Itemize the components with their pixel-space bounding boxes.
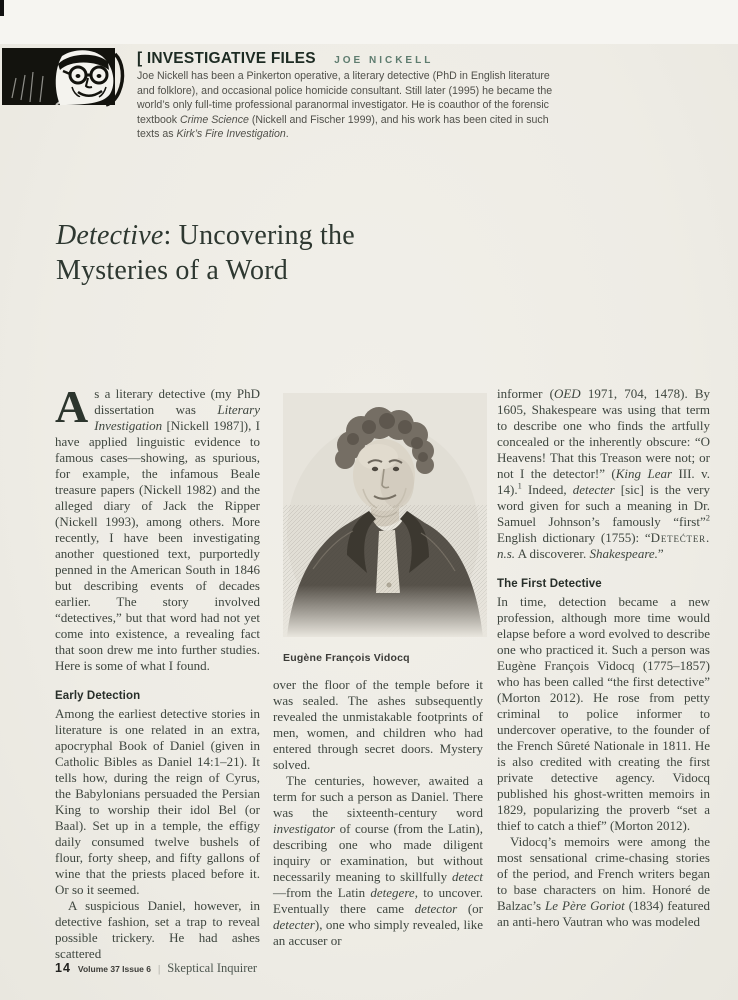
body-paragraph: A suspicious Daniel, however, in detective fashion, set a trap to reveal possible trickery. He had ashes scattered [55,898,260,961]
page-footer [55,961,257,976]
portrait-caption: Eugène François Vidocq [283,652,410,664]
body-paragraph: over the floor of the temple before it was sealed. The ashes subsequently revealed the unmistakable footprints of men, women, and children who had entered through secret doors. Mystery solved. [273,677,483,772]
scan-corner-mark [0,0,4,16]
joe-nickell-woodcut-icon [2,48,128,108]
footer-separator: | [157,963,161,975]
column-1 [55,381,260,962]
page-number: 14 [55,961,71,975]
column-2 [273,677,483,949]
magazine-name: Skeptical Inquirer [167,961,258,975]
section-heading-early-detection: Early Detection [55,690,141,702]
scan-top-edge [0,0,738,44]
body-paragraph: The centuries, however, awaited a term for such a person as Daniel. There was the sixteenth-century word investigator of course (from the Latin), describing one who made diligent inquiry or examination, but without necessarily meaning to skillfully detect—from the Latin detegere, to uncover. Eventually there came detector (or detecter), one who simply revealed, like an accuser or [273,773,483,948]
body-paragraph: In time, detection became a new profession, although more time would elapse before a word evolved to describe one who practiced it. Such a person was Eugène François Vidocq (1775–1857) who has been called “the first detective” (Morton 2012). He rose from petty criminal to police informer to undercover operative, to the founder of the French Sûreté Nationale in 1811. He is also credited with creating the first private detective agency. Vidocq published his ghost-written memoirs in 1829, popularizing the proverb “set a thief to catch a thief” (Morton 2012). [497,594,710,833]
dropcap: A [55,381,89,432]
column-kicker [137,50,433,68]
title-line-1: Detective: Uncovering the [56,220,355,251]
body-paragraph: Among the earliest detective stories in literature is one related in an extra, apocryphal Book of Daniel (given in Catholic Bibles as Daniel 14:1–21). It tells how, during the reign of Cyrus, the Babylonians persuaded the Persian King to worship their idol Bel (or Baal). Set up in a temple, the effigy daily consumed twelve bushels of flour, forty sheep, and fifty gallons of wine that the priests placed before it. Or so it seemed. [55,706,260,897]
author-bio: Joe Nickell has been a Pinkerton operative, a literary detective (PhD in English literature and folklore), and occasional police homicide consultant. Still later (1995) he became the world’s only full-time professional paranormal investigator. He is coauthor of the forensic textbook Crime Science (Nickell and Fischer 1999), and his work has been cited in such texts as Kirk’s Fire Investigation. [137,70,553,141]
author-name: JOE NICKELL [334,55,434,66]
section-label: [ INVESTIGATIVE FILES [137,50,316,67]
body-paragraph: Vidocq’s memoirs were among the most sensational crime-chasing stories of the period, and French writers began to base characters on him. Honoré de Balzac’s Le Père Goriot (1834) featured an anti-hero Vautran who was modeled [497,834,710,929]
title-line-2: Mysteries of a Word [56,255,288,286]
body-paragraph: As a literary detective (my PhD dissertation was Literary Investigation [Nickell 1987]), I have applied linguistic evidence to famous cases—showing, as spurious, for example, the infamous Beale treasure papers (Nickell 1982) and the alleged diary of Jack the Ripper (Nickell 1993), among others. More recently, I have been investigating another questioned text, purportedly penned in the American South in 1846 but describing events of decades earlier. The story involved “detectives,” but that word had not yet come into existence, a revealing fact that soon drew me into further studies. Here is some of what I found. [55,381,260,673]
column-3 [497,386,710,930]
section-heading-first-detective: The First Detective [497,578,602,590]
article-title [56,218,355,288]
vidocq-portrait-figure [283,393,487,664]
issue-info: Volume 37 Issue 6 [77,964,151,974]
body-paragraph: informer (OED 1971, 704, 1478). By 1605, Shakespeare was using that term to describe one who finds the artfully concealed or the inherently obscure: “O Heavens! That this Treason were not; or not I the detector!” (King Lear III. v. 14).$^1$ Indeed, detecter [sic] is the very word given for such a meaning in Dr. Samuel Johnson’s famously “first”$^2$ English dictionary (1755): “Detećter. n.s. A discoverer. Shakespeare.” [497,386,711,561]
vidocq-lithograph-image [283,393,487,637]
